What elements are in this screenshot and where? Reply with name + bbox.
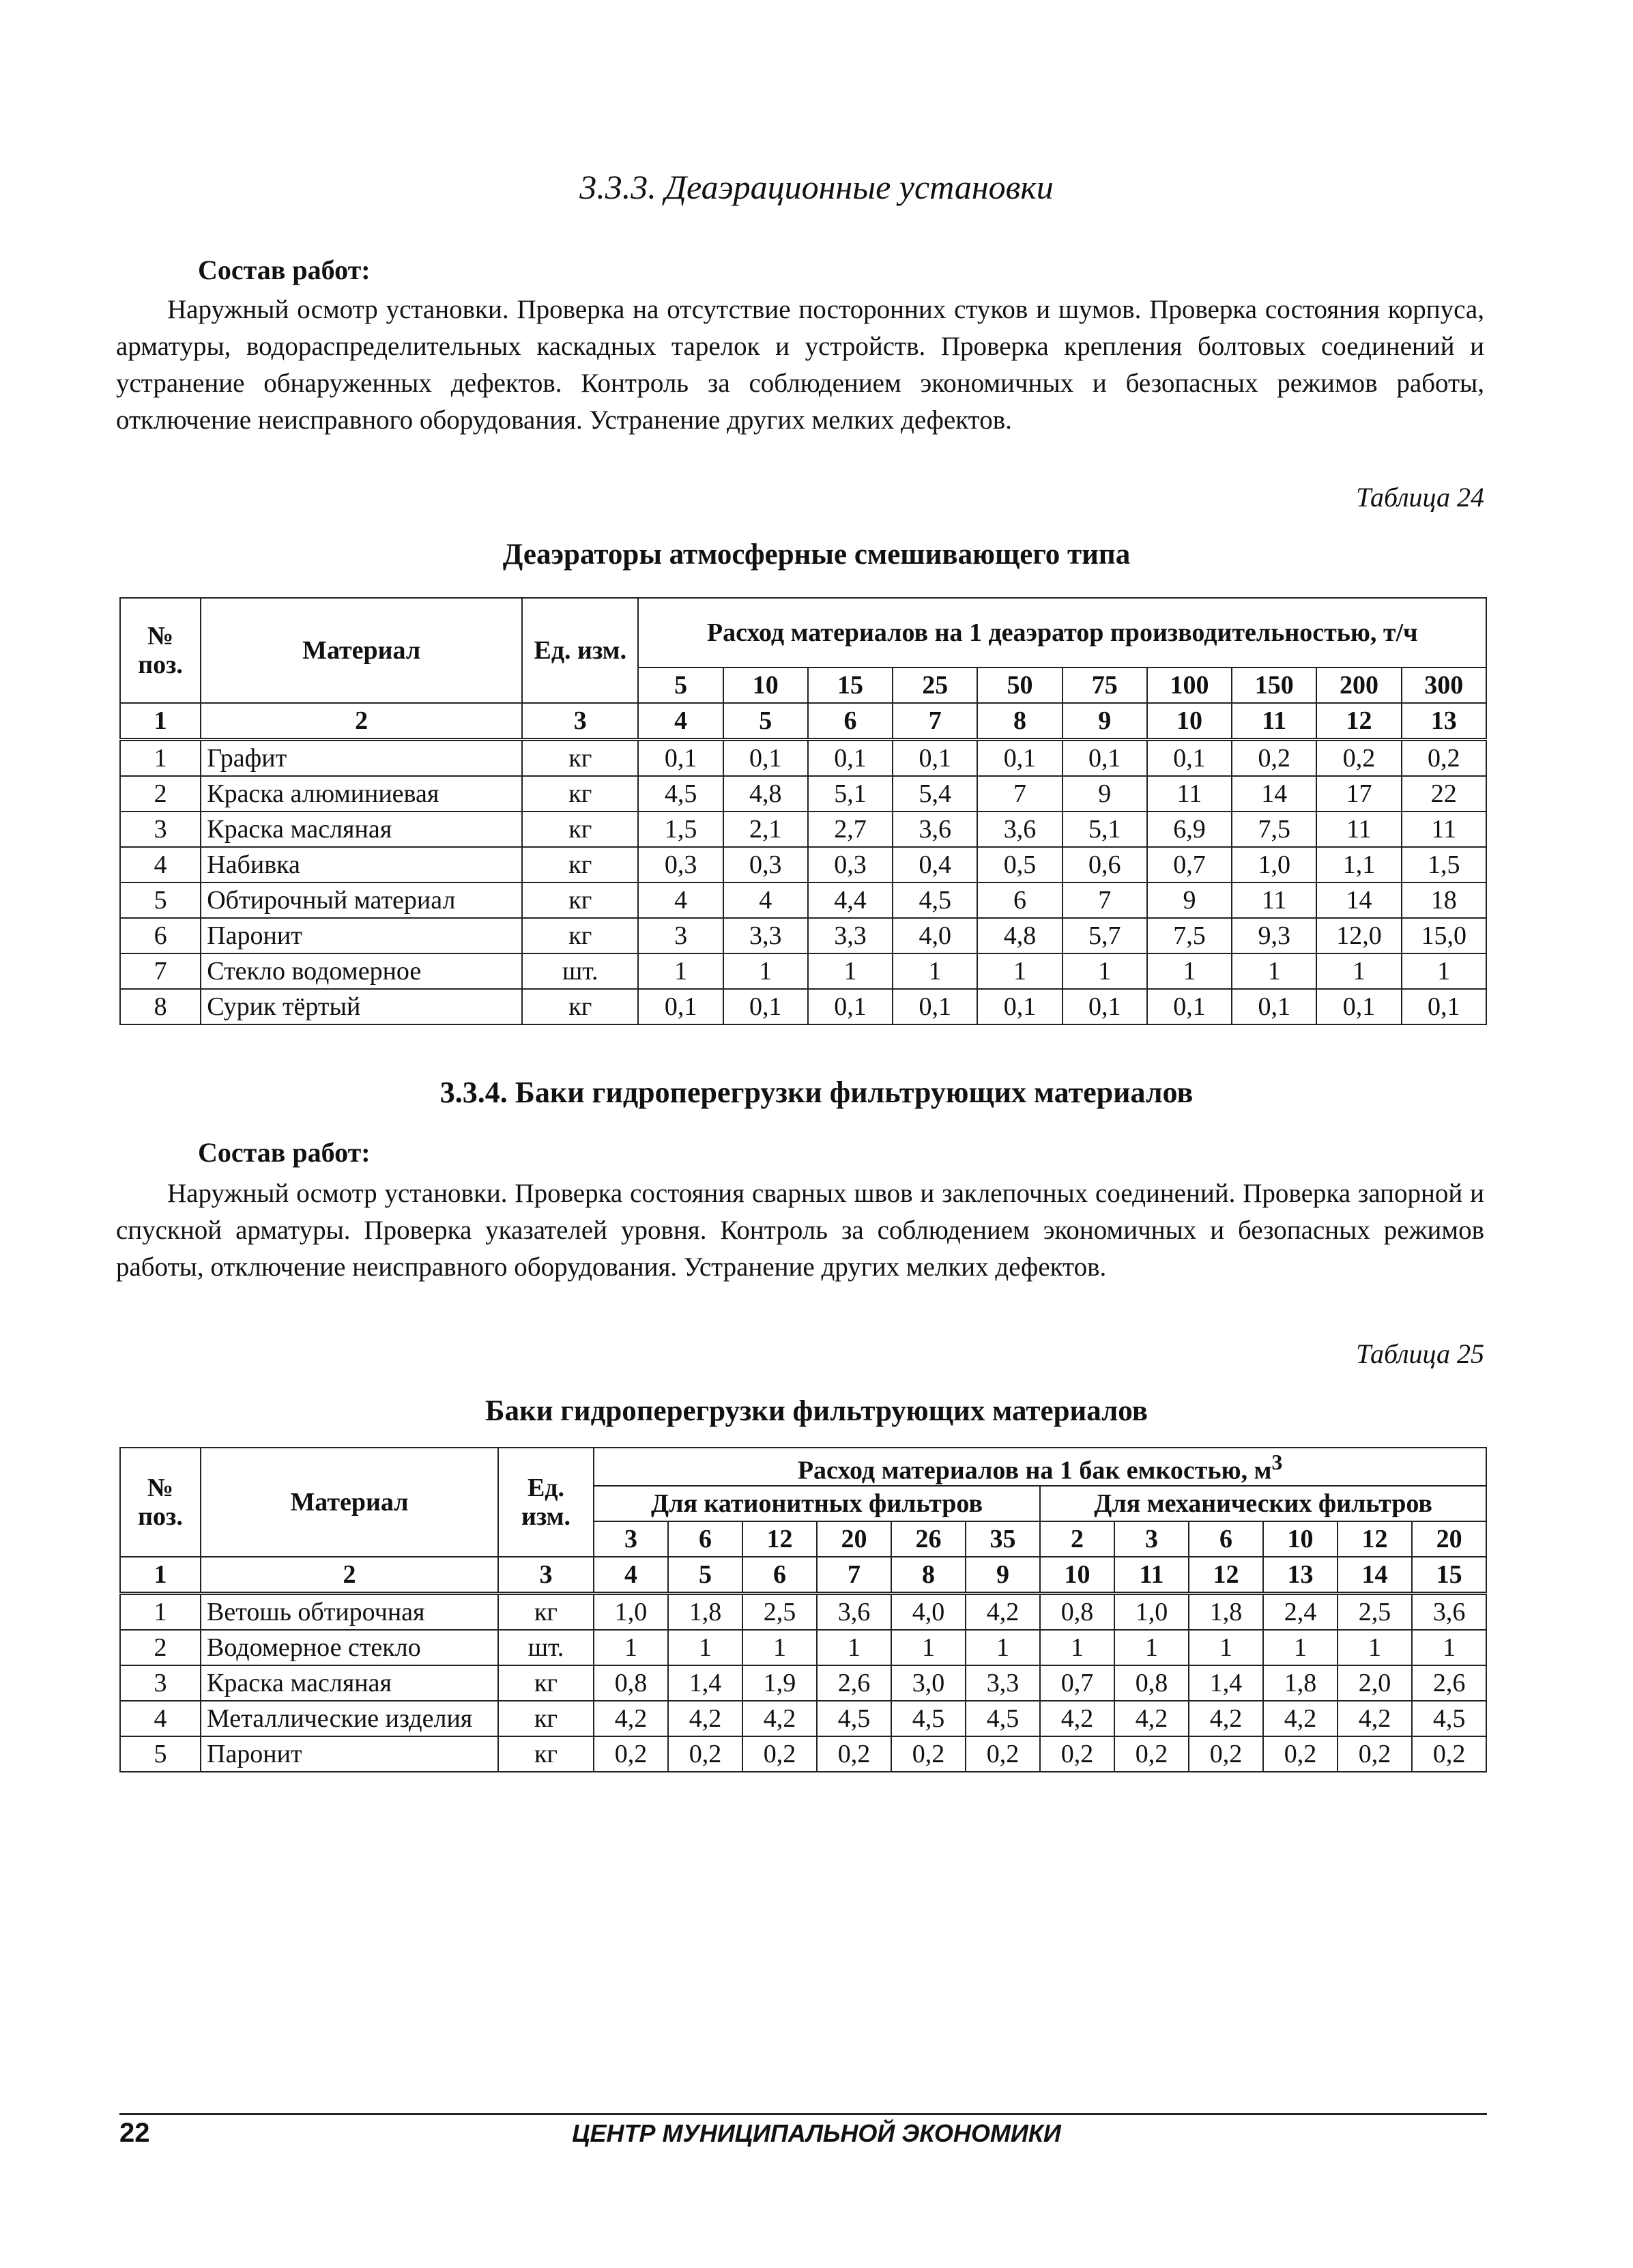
- column-number: 5: [723, 703, 808, 740]
- consumption-value: 4,5: [817, 1701, 891, 1736]
- consumption-value: 0,1: [1232, 989, 1316, 1024]
- consumption-value: 0,5: [977, 847, 1062, 882]
- unit: кг: [522, 812, 638, 847]
- unit: кг: [522, 740, 638, 777]
- header-capacity: 15: [808, 668, 893, 703]
- row-position: 6: [120, 918, 201, 953]
- column-number: 8: [977, 703, 1062, 740]
- consumption-value: 0,2: [1263, 1736, 1338, 1772]
- header-capacity: 3: [594, 1521, 668, 1557]
- consumption-value: 0,8: [594, 1665, 668, 1701]
- column-number: 13: [1402, 703, 1486, 740]
- consumption-value: 0,1: [1063, 740, 1147, 777]
- column-number: 13: [1263, 1557, 1338, 1594]
- consumption-value: 3,3: [966, 1665, 1040, 1701]
- table-row: [120, 812, 1486, 847]
- table-row: [120, 918, 1486, 953]
- consumption-value: 4,2: [668, 1701, 742, 1736]
- consumption-value: 0,1: [638, 989, 723, 1024]
- consumption-value: 1: [1114, 1630, 1189, 1665]
- consumption-value: 1: [742, 1630, 817, 1665]
- section-title: 3.3.3. Деаэрационные установки: [579, 168, 1054, 206]
- unit: кг: [522, 847, 638, 882]
- consumption-value: 0,1: [723, 989, 808, 1024]
- unit: кг: [522, 776, 638, 812]
- consumption-value: 4,2: [1189, 1701, 1263, 1736]
- consumption-value: 11: [1316, 812, 1401, 847]
- consumption-value: 0,7: [1040, 1665, 1114, 1701]
- consumption-value: 0,4: [893, 847, 977, 882]
- consumption-value: 4,0: [891, 1593, 966, 1630]
- consumption-value: 2,1: [723, 812, 808, 847]
- header-capacity: 20: [817, 1521, 891, 1557]
- table-row: [120, 1701, 1486, 1736]
- consumption-value: 1,5: [638, 812, 723, 847]
- consumption-value: 1: [817, 1630, 891, 1665]
- header-capacity: 6: [668, 1521, 742, 1557]
- consumption-value: 0,1: [977, 740, 1062, 777]
- table-row: [120, 882, 1486, 918]
- consumption-value: 2,6: [1412, 1665, 1486, 1701]
- consumption-value: 0,2: [1338, 1736, 1412, 1772]
- material-name: Графит: [201, 740, 522, 777]
- table-label: Таблица 25: [1356, 1338, 1484, 1369]
- consumption-value: 11: [1232, 882, 1316, 918]
- consumption-value: 11: [1402, 812, 1486, 847]
- consumption-value: 4,2: [1338, 1701, 1412, 1736]
- consumption-value: 0,1: [638, 740, 723, 777]
- column-number: 3: [522, 703, 638, 740]
- consumption-value: 1: [638, 953, 723, 989]
- consumption-value: 4,2: [742, 1701, 817, 1736]
- unit: кг: [498, 1736, 594, 1772]
- consumption-value: 6: [977, 882, 1062, 918]
- header-capacity: 20: [1412, 1521, 1486, 1557]
- unit: кг: [498, 1593, 594, 1630]
- column-number: 11: [1232, 703, 1316, 740]
- column-number: 10: [1147, 703, 1232, 740]
- consumption-value: 1,0: [1232, 847, 1316, 882]
- consumption-value: 18: [1402, 882, 1486, 918]
- section-title: 3.3.4. Баки гидроперегрузки фильтрующих материалов: [439, 1076, 1194, 1109]
- row-position: 2: [120, 1630, 201, 1665]
- consumption-value: 1: [1263, 1630, 1338, 1665]
- consumption-value: 3,3: [723, 918, 808, 953]
- column-number: 11: [1114, 1557, 1189, 1594]
- row-position: 4: [120, 1701, 201, 1736]
- table-row: [120, 740, 1486, 777]
- header-capacity: 300: [1402, 668, 1486, 703]
- consumption-value: 0,6: [1063, 847, 1147, 882]
- deaerator-materials-table: [119, 597, 1487, 1025]
- consumption-value: 0,1: [893, 740, 977, 777]
- consumption-value: 4,5: [1412, 1701, 1486, 1736]
- row-position: 8: [120, 989, 201, 1024]
- header-material: Материал: [201, 1448, 498, 1557]
- material-name: Металлические изделия: [201, 1701, 498, 1736]
- table-label: Таблица 24: [1356, 482, 1484, 513]
- header-capacity: 3: [1114, 1521, 1189, 1557]
- header-capacity: 150: [1232, 668, 1316, 703]
- header-capacity: 6: [1189, 1521, 1263, 1557]
- unit: кг: [522, 882, 638, 918]
- consumption-value: 1,9: [742, 1665, 817, 1701]
- header-capacity: 100: [1147, 668, 1232, 703]
- consumption-value: 1: [1232, 953, 1316, 989]
- consumption-value: 0,2: [1114, 1736, 1189, 1772]
- consumption-value: 3,0: [891, 1665, 966, 1701]
- consumption-value: 1: [1402, 953, 1486, 989]
- column-number: 7: [817, 1557, 891, 1594]
- header-capacity: 200: [1316, 668, 1401, 703]
- consumption-value: 0,1: [808, 989, 893, 1024]
- consumption-value: 5,4: [893, 776, 977, 812]
- consumption-value: 3,3: [808, 918, 893, 953]
- consumption-value: 0,2: [1040, 1736, 1114, 1772]
- consumption-value: 2,6: [817, 1665, 891, 1701]
- row-position: 7: [120, 953, 201, 989]
- material-name: Стекло водомерное: [201, 953, 522, 989]
- consumption-value: 1: [1189, 1630, 1263, 1665]
- consumption-value: 4,5: [891, 1701, 966, 1736]
- consumption-value: 3,6: [817, 1593, 891, 1630]
- consumption-value: 1,0: [594, 1593, 668, 1630]
- consumption-value: 0,8: [1040, 1593, 1114, 1630]
- unit: кг: [498, 1701, 594, 1736]
- column-number: 4: [638, 703, 723, 740]
- consumption-value: 1: [668, 1630, 742, 1665]
- header-capacity: 26: [891, 1521, 966, 1557]
- consumption-value: 1: [977, 953, 1062, 989]
- work-scope-heading: Состав работ:: [198, 255, 371, 285]
- consumption-value: 4,2: [594, 1701, 668, 1736]
- consumption-value: 1: [1147, 953, 1232, 989]
- header-capacity: 2: [1040, 1521, 1114, 1557]
- consumption-value: 1,4: [1189, 1665, 1263, 1701]
- consumption-value: 2,0: [1338, 1665, 1412, 1701]
- consumption-value: 0,2: [1189, 1736, 1263, 1772]
- material-name: Паронит: [201, 1736, 498, 1772]
- consumption-value: 1: [1063, 953, 1147, 989]
- consumption-value: 0,8: [1114, 1665, 1189, 1701]
- consumption-value: 2,5: [1338, 1593, 1412, 1630]
- consumption-value: 9,3: [1232, 918, 1316, 953]
- column-number: 12: [1316, 703, 1401, 740]
- table-row: [120, 776, 1486, 812]
- footer-rule: [119, 2113, 1487, 2115]
- consumption-value: 2,5: [742, 1593, 817, 1630]
- consumption-value: 4,8: [723, 776, 808, 812]
- table-row: [120, 1630, 1486, 1665]
- consumption-value: 0,2: [1316, 740, 1401, 777]
- consumption-value: 0,2: [742, 1736, 817, 1772]
- consumption-value: 0,3: [808, 847, 893, 882]
- table-row: [120, 1736, 1486, 1772]
- material-name: Краска масляная: [201, 1665, 498, 1701]
- row-position: 1: [120, 1593, 201, 1630]
- header-unit: Ед. изм.: [498, 1448, 594, 1557]
- consumption-value: 1: [808, 953, 893, 989]
- consumption-value: 0,2: [594, 1736, 668, 1772]
- consumption-value: 0,1: [1402, 989, 1486, 1024]
- consumption-value: 0,1: [1147, 989, 1232, 1024]
- column-number: 1: [120, 703, 201, 740]
- consumption-value: 1: [1412, 1630, 1486, 1665]
- consumption-value: 15,0: [1402, 918, 1486, 953]
- consumption-value: 0,1: [808, 740, 893, 777]
- material-name: Водомерное стекло: [201, 1630, 498, 1665]
- header-pos: № поз.: [120, 1448, 201, 1557]
- consumption-value: 0,1: [1063, 989, 1147, 1024]
- consumption-value: 4: [723, 882, 808, 918]
- consumption-value: 0,2: [1402, 740, 1486, 777]
- header-mechanical-filters: Для механических фильтров: [1040, 1486, 1486, 1521]
- consumption-value: 7: [977, 776, 1062, 812]
- consumption-value: 3,6: [1412, 1593, 1486, 1630]
- table-row: [120, 953, 1486, 989]
- consumption-value: 4,2: [1114, 1701, 1189, 1736]
- work-scope-text: Наружный осмотр установки. Проверка состояния сварных швов и заклепочных соединений. Проверка запорной и спускной арматуры. Проверка указателей уровня. Контроль за соблюдением экономичных и безопасных режимов работы, отключение неисправного оборудования. Устранение других мелких дефектов.: [116, 1179, 1484, 1282]
- consumption-value: 5,7: [1063, 918, 1147, 953]
- column-number: 2: [201, 1557, 498, 1594]
- consumption-value: 2,4: [1263, 1593, 1338, 1630]
- column-number: 6: [808, 703, 893, 740]
- consumption-value: 4,4: [808, 882, 893, 918]
- header-cation-filters: Для катионитных фильтров: [594, 1486, 1040, 1521]
- header-capacity: 10: [723, 668, 808, 703]
- consumption-value: 5,1: [808, 776, 893, 812]
- consumption-value: 4: [638, 882, 723, 918]
- consumption-value: 6,9: [1147, 812, 1232, 847]
- row-position: 5: [120, 1736, 201, 1772]
- consumption-value: 0,2: [966, 1736, 1040, 1772]
- row-position: 3: [120, 812, 201, 847]
- material-name: Набивка: [201, 847, 522, 882]
- unit: кг: [498, 1665, 594, 1701]
- consumption-value: 1,8: [1189, 1593, 1263, 1630]
- header-capacity: 25: [893, 668, 977, 703]
- consumption-value: 1,8: [1263, 1665, 1338, 1701]
- header-consumption-group: Расход материалов на 1 бак емкостью, $м^3$: [594, 1448, 1486, 1486]
- unit: шт.: [522, 953, 638, 989]
- consumption-value: 0,2: [1232, 740, 1316, 777]
- consumption-value: 0,2: [668, 1736, 742, 1772]
- consumption-value: 0,1: [1316, 989, 1401, 1024]
- header-pos: № поз.: [120, 598, 201, 703]
- column-number: 9: [1063, 703, 1147, 740]
- consumption-value: 0,1: [977, 989, 1062, 1024]
- consumption-value: 11: [1147, 776, 1232, 812]
- consumption-value: 0,2: [1412, 1736, 1486, 1772]
- consumption-value: 4,5: [893, 882, 977, 918]
- column-number: 3: [498, 1557, 594, 1594]
- tank-materials-table: [119, 1447, 1487, 1772]
- consumption-value: 4,2: [966, 1593, 1040, 1630]
- material-name: Обтирочный материал: [201, 882, 522, 918]
- consumption-value: 1: [1338, 1630, 1412, 1665]
- row-position: 2: [120, 776, 201, 812]
- consumption-value: 17: [1316, 776, 1401, 812]
- consumption-value: 1,8: [668, 1593, 742, 1630]
- consumption-value: 0,1: [1147, 740, 1232, 777]
- consumption-value: 1,1: [1316, 847, 1401, 882]
- column-number: 15: [1412, 1557, 1486, 1594]
- consumption-value: 5,1: [1063, 812, 1147, 847]
- column-number: 14: [1338, 1557, 1412, 1594]
- consumption-value: 1: [594, 1630, 668, 1665]
- consumption-value: 22: [1402, 776, 1486, 812]
- row-position: 4: [120, 847, 201, 882]
- column-number: 6: [742, 1557, 817, 1594]
- consumption-value: 14: [1232, 776, 1316, 812]
- column-number: 12: [1189, 1557, 1263, 1594]
- row-position: 1: [120, 740, 201, 777]
- consumption-value: 7,5: [1147, 918, 1232, 953]
- consumption-value: 9: [1063, 776, 1147, 812]
- table-caption: Баки гидроперегрузки фильтрующих материалов: [485, 1395, 1148, 1427]
- consumption-value: 14: [1316, 882, 1401, 918]
- unit: кг: [522, 918, 638, 953]
- consumption-value: 4,2: [1263, 1701, 1338, 1736]
- consumption-value: 3,6: [977, 812, 1062, 847]
- work-scope-heading: Состав работ:: [198, 1137, 371, 1168]
- row-position: 5: [120, 882, 201, 918]
- consumption-value: 1: [1316, 953, 1401, 989]
- material-name: Сурик тёртый: [201, 989, 522, 1024]
- header-capacity: 12: [742, 1521, 817, 1557]
- consumption-value: 12,0: [1316, 918, 1401, 953]
- consumption-value: 1: [1040, 1630, 1114, 1665]
- table-row: [120, 1593, 1486, 1630]
- consumption-value: 1: [966, 1630, 1040, 1665]
- publisher-name: ЦЕНТР МУНИЦИПАЛЬНОЙ ЭКОНОМИКИ: [572, 2119, 1061, 2147]
- material-name: Краска масляная: [201, 812, 522, 847]
- consumption-value: 4,5: [966, 1701, 1040, 1736]
- header-consumption-group: Расход материалов на 1 деаэратор производительностью, т/ч: [638, 598, 1486, 668]
- consumption-value: 1,0: [1114, 1593, 1189, 1630]
- column-number: 4: [594, 1557, 668, 1594]
- consumption-value: 0,1: [723, 740, 808, 777]
- consumption-value: 0,3: [723, 847, 808, 882]
- column-number: 5: [668, 1557, 742, 1594]
- header-capacity: 12: [1338, 1521, 1412, 1557]
- header-unit: Ед. изм.: [522, 598, 638, 703]
- consumption-value: 4,0: [893, 918, 977, 953]
- column-number: 9: [966, 1557, 1040, 1594]
- header-capacity: 10: [1263, 1521, 1338, 1557]
- consumption-value: 2,7: [808, 812, 893, 847]
- page-number: 22: [119, 2118, 150, 2148]
- table-caption: Деаэраторы атмосферные смешивающего типа: [502, 539, 1131, 571]
- consumption-value: 1: [893, 953, 977, 989]
- consumption-value: 9: [1147, 882, 1232, 918]
- consumption-value: 4,8: [977, 918, 1062, 953]
- table-row: [120, 1665, 1486, 1701]
- consumption-value: 0,2: [817, 1736, 891, 1772]
- header-capacity: 75: [1063, 668, 1147, 703]
- header-capacity: 5: [638, 668, 723, 703]
- column-number: 2: [201, 703, 522, 740]
- consumption-value: 0,7: [1147, 847, 1232, 882]
- table-row: [120, 847, 1486, 882]
- consumption-value: 3,6: [893, 812, 977, 847]
- header-capacity: 50: [977, 668, 1062, 703]
- row-position: 3: [120, 1665, 201, 1701]
- unit: кг: [522, 989, 638, 1024]
- column-number: 1: [120, 1557, 201, 1594]
- unit: шт.: [498, 1630, 594, 1665]
- material-name: Краска алюминиевая: [201, 776, 522, 812]
- table-row: [120, 989, 1486, 1024]
- consumption-value: 4,5: [638, 776, 723, 812]
- work-scope-text: Наружный осмотр установки. Проверка на отсутствие посторонних стуков и шумов. Проверка состояния корпуса, арматуры, водораспределительных каскадных тарелок и устройств. Проверка крепления болтовых соединений и устранение обнаруженных дефектов. Контроль за соблюдением экономичных и безопасных режимов работы, отключение неисправного оборудования. Устранение других мелких дефектов.: [116, 295, 1484, 435]
- consumption-value: 7: [1063, 882, 1147, 918]
- consumption-value: 0,3: [638, 847, 723, 882]
- consumption-value: 1,5: [1402, 847, 1486, 882]
- consumption-value: 1: [723, 953, 808, 989]
- consumption-value: 3: [638, 918, 723, 953]
- consumption-value: 0,1: [893, 989, 977, 1024]
- consumption-value: 4,2: [1040, 1701, 1114, 1736]
- material-name: Паронит: [201, 918, 522, 953]
- header-capacity: 35: [966, 1521, 1040, 1557]
- consumption-value: 0,2: [891, 1736, 966, 1772]
- column-number: 8: [891, 1557, 966, 1594]
- consumption-value: 1: [891, 1630, 966, 1665]
- material-name: Ветошь обтирочная: [201, 1593, 498, 1630]
- consumption-value: 1,4: [668, 1665, 742, 1701]
- header-material: Материал: [201, 598, 522, 703]
- column-number: 10: [1040, 1557, 1114, 1594]
- column-number: 7: [893, 703, 977, 740]
- consumption-value: 7,5: [1232, 812, 1316, 847]
